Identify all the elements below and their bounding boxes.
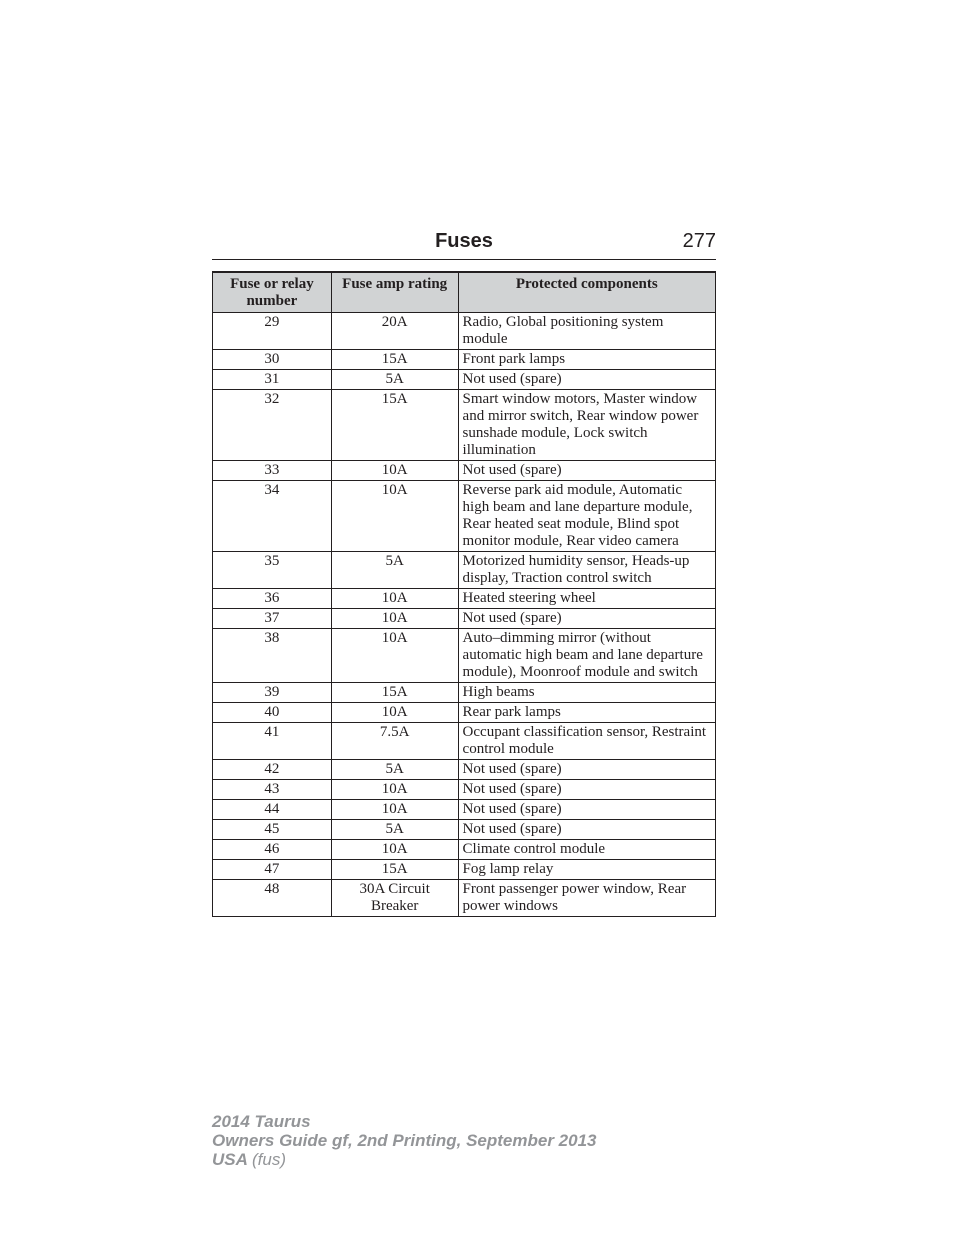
fuse-number-cell: 44 bbox=[213, 800, 332, 820]
amp-rating-cell: 10A bbox=[331, 589, 458, 609]
amp-rating-cell: 10A bbox=[331, 800, 458, 820]
amp-rating-cell: 10A bbox=[331, 481, 458, 552]
fuse-number-cell: 48 bbox=[213, 880, 332, 917]
fuse-number-cell: 30 bbox=[213, 350, 332, 370]
table-row bbox=[213, 760, 716, 780]
amp-rating-cell: 15A bbox=[331, 860, 458, 880]
protected-components-cell: Not used (spare) bbox=[458, 461, 715, 481]
fuse-number-cell: 47 bbox=[213, 860, 332, 880]
amp-rating-cell: 10A bbox=[331, 780, 458, 800]
fuse-number-cell: 37 bbox=[213, 609, 332, 629]
protected-components-cell: Occupant classification sensor, Restraint control module bbox=[458, 723, 715, 760]
protected-components-cell: Not used (spare) bbox=[458, 609, 715, 629]
amp-rating-cell: 7.5A bbox=[331, 723, 458, 760]
table-row bbox=[213, 723, 716, 760]
fuse-number-cell: 34 bbox=[213, 481, 332, 552]
amp-rating-cell: 15A bbox=[331, 683, 458, 703]
fuse-number-cell: 46 bbox=[213, 840, 332, 860]
fuse-number-cell: 33 bbox=[213, 461, 332, 481]
amp-rating-cell: 15A bbox=[331, 390, 458, 461]
table-row bbox=[213, 481, 716, 552]
table-row bbox=[213, 703, 716, 723]
protected-components-cell: Not used (spare) bbox=[458, 370, 715, 390]
protected-components-cell: Fog lamp relay bbox=[458, 860, 715, 880]
protected-components-cell: Radio, Global positioning system module bbox=[458, 313, 715, 350]
protected-components-cell: Front park lamps bbox=[458, 350, 715, 370]
amp-rating-cell: 5A bbox=[331, 760, 458, 780]
table-row bbox=[213, 780, 716, 800]
fuse-number-cell: 45 bbox=[213, 820, 332, 840]
table-row bbox=[213, 609, 716, 629]
protected-components-cell: Not used (spare) bbox=[458, 780, 715, 800]
amp-rating-cell: 20A bbox=[331, 313, 458, 350]
footer-region-suffix: (fus) bbox=[252, 1150, 286, 1169]
protected-components-cell: Not used (spare) bbox=[458, 820, 715, 840]
table-row bbox=[213, 461, 716, 481]
amp-rating-cell: 5A bbox=[331, 820, 458, 840]
amp-rating-cell: 10A bbox=[331, 609, 458, 629]
protected-components-cell: Reverse park aid module, Automatic high beam and lane departure module, Rear heated seat module, Blind spot monitor module, Rear video camera bbox=[458, 481, 715, 552]
footer-region-code: USA bbox=[212, 1150, 248, 1169]
section-title: Fuses bbox=[435, 230, 493, 252]
protected-components-cell: Climate control module bbox=[458, 840, 715, 860]
fuse-number-cell: 40 bbox=[213, 703, 332, 723]
fuse-number-cell: 39 bbox=[213, 683, 332, 703]
table-row bbox=[213, 683, 716, 703]
amp-rating-cell: 10A bbox=[331, 703, 458, 723]
fuse-number-cell: 36 bbox=[213, 589, 332, 609]
fuse-number-cell: 31 bbox=[213, 370, 332, 390]
protected-components-cell: Heated steering wheel bbox=[458, 589, 715, 609]
table-row bbox=[213, 820, 716, 840]
table-row bbox=[213, 390, 716, 461]
column-header-protected-components: Protected components bbox=[458, 272, 715, 313]
table-row bbox=[213, 552, 716, 589]
fuse-number-cell: 43 bbox=[213, 780, 332, 800]
table-row bbox=[213, 880, 716, 917]
table-row bbox=[213, 313, 716, 350]
table-row bbox=[213, 589, 716, 609]
footer-guide-edition: Owners Guide gf, 2nd Printing, September 2013 bbox=[212, 1131, 597, 1150]
footer bbox=[212, 1112, 596, 1169]
amp-rating-cell: 5A bbox=[331, 552, 458, 589]
protected-components-cell: Not used (spare) bbox=[458, 800, 715, 820]
amp-rating-cell: 15A bbox=[331, 350, 458, 370]
table-row bbox=[213, 629, 716, 683]
footer-model: 2014 Taurus bbox=[212, 1112, 311, 1131]
page-number: 277 bbox=[682, 230, 716, 252]
protected-components-cell: Auto–dimming mirror (without automatic high beam and lane departure module), Moonroof module and switch bbox=[458, 629, 715, 683]
page-header bbox=[212, 228, 716, 260]
fuse-number-cell: 32 bbox=[213, 390, 332, 461]
fuse-number-cell: 42 bbox=[213, 760, 332, 780]
protected-components-cell: Front passenger power window, Rear power windows bbox=[458, 880, 715, 917]
column-header-amp-rating: Fuse amp rating bbox=[331, 272, 458, 313]
amp-rating-cell: 30A Circuit Breaker bbox=[331, 880, 458, 917]
protected-components-cell: Motorized humidity sensor, Heads-up display, Traction control switch bbox=[458, 552, 715, 589]
protected-components-cell: Rear park lamps bbox=[458, 703, 715, 723]
amp-rating-cell: 10A bbox=[331, 461, 458, 481]
amp-rating-cell: 5A bbox=[331, 370, 458, 390]
table-row bbox=[213, 350, 716, 370]
table-header-row bbox=[213, 272, 716, 313]
table-row bbox=[213, 840, 716, 860]
table-row bbox=[213, 800, 716, 820]
fuse-number-cell: 38 bbox=[213, 629, 332, 683]
table-row bbox=[213, 860, 716, 880]
protected-components-cell: Not used (spare) bbox=[458, 760, 715, 780]
protected-components-cell: High beams bbox=[458, 683, 715, 703]
amp-rating-cell: 10A bbox=[331, 629, 458, 683]
column-header-fuse-number: Fuse or relay number bbox=[213, 272, 332, 313]
fuse-table bbox=[212, 271, 716, 917]
fuse-number-cell: 29 bbox=[213, 313, 332, 350]
fuse-number-cell: 41 bbox=[213, 723, 332, 760]
table-row bbox=[213, 370, 716, 390]
protected-components-cell: Smart window motors, Master window and mirror switch, Rear window power sunshade module, Lock switch illumination bbox=[458, 390, 715, 461]
fuse-number-cell: 35 bbox=[213, 552, 332, 589]
amp-rating-cell: 10A bbox=[331, 840, 458, 860]
footer-region bbox=[212, 1150, 596, 1169]
